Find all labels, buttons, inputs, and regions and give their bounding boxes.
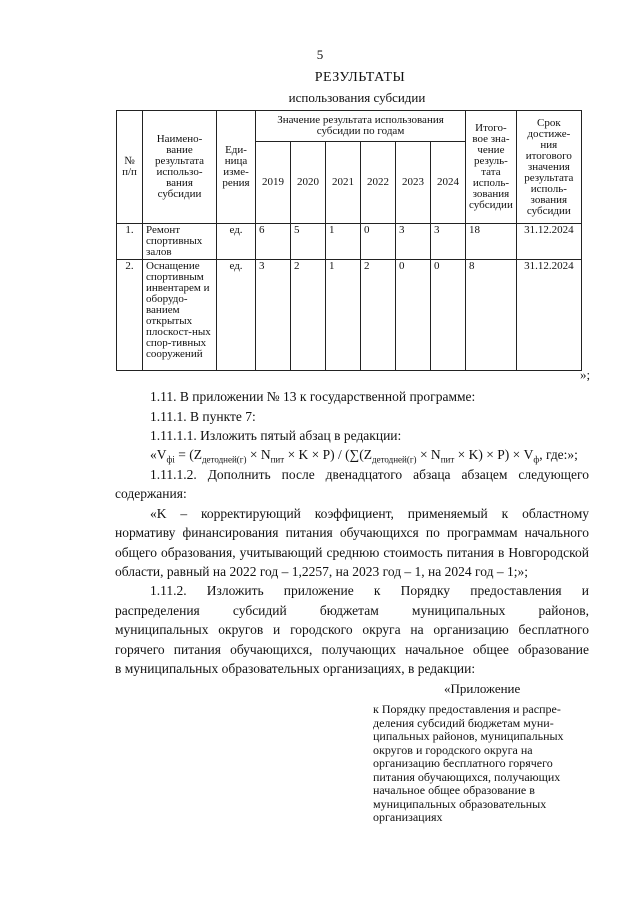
header-total: Итого-вое зна-чение резуль-тата исполь-зования субсидии: [466, 111, 517, 224]
cell-total: 8: [466, 260, 517, 371]
cell-value: 0: [431, 260, 466, 371]
cell-deadline: 31.12.2024: [516, 260, 581, 371]
paragraph-1-11-1-2-line: 1.11.1.2. Дополнить после двенадцатого абзаца абзацем следующего: [150, 467, 589, 482]
cell-total: 18: [466, 224, 517, 260]
paragraph-1-11-2-line: муниципальных округов и городского округа на организацию бесплатного: [115, 622, 589, 637]
cell-unit: ед.: [217, 224, 256, 260]
header-year: 2020: [291, 142, 326, 224]
header-name: Наимено-вание результата использо-вания субсидии: [143, 111, 217, 224]
cell-value: 5: [291, 224, 326, 260]
formula-part: , где:»;: [539, 447, 578, 462]
formula-sub: детодней(г): [201, 454, 247, 465]
paragraph-1-11-2-line: горячего питания обучающихся, получающих начальное общее образование: [115, 642, 589, 657]
formula-part: «V: [150, 447, 167, 462]
closing-quote: »;: [580, 367, 591, 382]
formula-part: × K × P) / (∑(Z: [284, 447, 373, 462]
document-title: РЕЗУЛЬТАТЫ: [314, 70, 406, 85]
cell-value: 3: [256, 260, 291, 371]
formula-part: = (Z: [174, 447, 202, 462]
cell-value: 3: [431, 224, 466, 260]
annex-text: к Порядку предоставления и распре-деления субсидий бюджетам муни-ципальных районов, муниципальных округов и городского округа на организацию бесплатного горячего питания обучающихся, получающих начальное общее образование в муниципальных образовательных организациях: [373, 702, 564, 824]
table-row: [117, 260, 582, 371]
paragraph-1-11-1-1: 1.11.1.1. Изложить пятый абзац в редакции:: [150, 428, 402, 443]
paragraph-1-11-2-line: распределения субсидий бюджетам муниципальных районов,: [115, 603, 589, 618]
k-definition-line: «K – корректирующий коэффициент, применяемый к областному: [150, 506, 589, 521]
cell-value: 2: [291, 260, 326, 371]
k-definition-line: общего образования, учитывающий среднюю стоимость питания в Новгородской: [115, 545, 589, 560]
paragraph-1-11-2-line: 1.11.2. Изложить приложение к Порядку предоставления и: [150, 583, 589, 598]
paragraph-1-11: 1.11. В приложении № 13 к государственной программе:: [150, 389, 476, 404]
formula-sub: пит: [270, 454, 285, 465]
paragraph-1-11-1: 1.11.1. В пункте 7:: [150, 409, 256, 424]
header-year: 2021: [326, 142, 361, 224]
cell-value: 2: [361, 260, 396, 371]
header-year: 2019: [256, 142, 291, 224]
cell-value: 0: [396, 260, 431, 371]
cell-name: Ремонт спортивных залов: [143, 224, 217, 260]
k-definition-line: нормативу финансирования питания обучающихся по программам начального: [115, 525, 589, 540]
cell-deadline: 31.12.2024: [516, 224, 581, 260]
cell-name: Оснащение спортивным инвентарем и оборудо-ванием открытых плоскост-ных спор-тивных сооружений: [143, 260, 217, 371]
cell-num: 2.: [117, 260, 143, 371]
formula-sub: пит: [440, 454, 455, 465]
formula-sub: ф: [533, 454, 540, 465]
annex-title: «Приложение: [444, 681, 521, 696]
header-year: 2022: [361, 142, 396, 224]
header-unit: Еди-ница изме-рения: [217, 111, 256, 224]
cell-value: 3: [396, 224, 431, 260]
cell-value: 0: [361, 224, 396, 260]
cell-num: 1.: [117, 224, 143, 260]
k-definition-line: области, равный на 2022 год – 1,2257, на 2023 год – 1, на 2024 год – 1;»;: [115, 564, 528, 579]
header-num: № п/п: [117, 111, 143, 224]
formula-sub: фi: [166, 454, 175, 465]
formula: [150, 445, 578, 465]
formula-sub: детодней(г): [372, 454, 417, 465]
document-subtitle: использования субсидии: [288, 90, 426, 105]
formula-part: × N: [246, 447, 271, 462]
header-deadline: Срок достиже-ния итогового значения результата исполь-зования субсидии: [516, 111, 581, 224]
paragraph-1-11-2-line: в муниципальных образовательных организациях, в редакции:: [115, 661, 476, 676]
cell-unit: ед.: [217, 260, 256, 371]
header-year: 2023: [396, 142, 431, 224]
cell-value: 6: [256, 224, 291, 260]
page-number: 5: [316, 47, 324, 62]
cell-value: 1: [326, 224, 361, 260]
cell-value: 1: [326, 260, 361, 371]
header-year: 2024: [431, 142, 466, 224]
formula-part: × K) × P) × V: [454, 447, 534, 462]
paragraph-1-11-1-2-line: содержания:: [115, 486, 187, 501]
table-row: [117, 224, 582, 260]
header-values-group: Значение результата использования субсидии по годам: [256, 111, 466, 142]
results-table: [116, 110, 582, 371]
formula-part: × N: [416, 447, 441, 462]
